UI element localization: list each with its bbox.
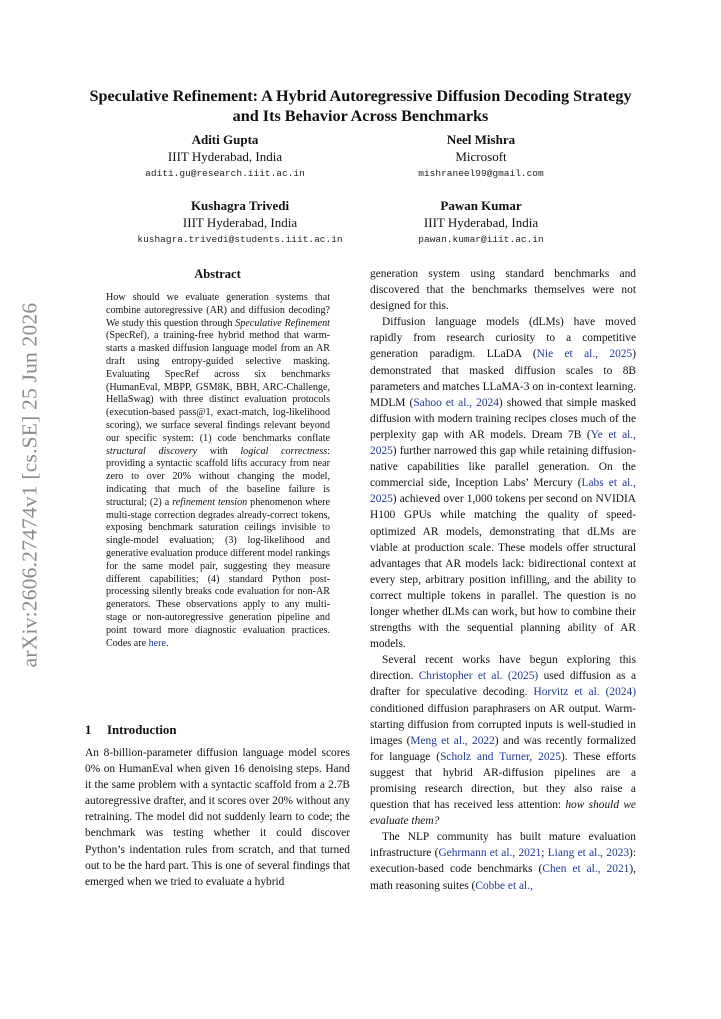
paragraph-text: ) achieved over 1,000 tokens per second on NVIDIA H100 GPUs while matching the quality of speed-optimized AR models, demonstrating that dLMs are viable at production scale. These models offer structural advantages that AR models lack: bidirectional context at every step, arbitrary position infilling, and the ability to correct multiple tokens in parallel. The question is no longer whether dLMs can work, but how to combine their strengths with the sequential planning ability of AR models. [370, 493, 636, 651]
paragraph-text: used diffusion as a drafter for speculative decoding. [370, 670, 636, 699]
intro-paragraph: An 8-billion-parameter diffusion language model scores 0% on HumanEval when given 16 denoising steps. Hand it the same problem with a syntactic scaffold from a 2.7B autoregressive drafter, and it scores over 20% without any retraining. The model did not suddenly learn to code; the benchmark was testing whether it could discover Python’s indentation rules from scratch, and that turned out to be the hard part. This is one of several findings that emerged when we tried to evaluate a hybrid [85, 747, 350, 888]
paragraph-emphasis: how should we evaluate them? [370, 799, 636, 828]
abstract-body [106, 292, 330, 650]
author-email[interactable]: aditi.gu@research.iiit.ac.in [145, 168, 305, 179]
citation-link[interactable]: Ye et al., 2025 [370, 428, 636, 458]
paper-title: Speculative Refinement: A Hybrid Autoregressive Diffusion Decoding Strategy and Its Behavior Across Benchmarks [89, 87, 632, 125]
section-title: Introduction [107, 723, 177, 737]
citation-link[interactable]: Christopher et al. (2025) [418, 670, 539, 683]
paragraph-text: ), math reasoning suites ( [370, 863, 636, 892]
author-name: Aditi Gupta [191, 132, 259, 147]
paragraph-continued: generation system using standard benchmarks and discovered that the benchmarks themselves were not designed for this. [370, 268, 636, 313]
paragraph-evaluation [370, 829, 636, 893]
abstract-text: : providing a syntactic scaffold lifts accuracy from near zero to over 20% without changing the model, indicating that much of the baseline failure is structural; (2) a [106, 445, 330, 508]
abstract-emphasis: refinement tension [172, 496, 248, 508]
abstract-text: (SpecRef), a training-free hybrid method that warm-starts a masked diffusion language model from an AR draft using entropy-guided selective masking. Evaluating SpecRef across six benchmarks (HumanEval, MBPP, GSM8K, BBH, ARC-Challenge, HellaSwag) with three distinct evaluation protocols (execution-based pass@1, exact-match, log-likelihood scoring), we surface several findings relevant beyond our specific system: (1) code benchmarks conflate [106, 330, 330, 444]
author-affiliation: IIIT Hyderabad, India [423, 215, 539, 230]
code-link[interactable]: here [148, 637, 166, 649]
author-block [331, 131, 631, 183]
abstract-text: . [165, 637, 169, 649]
citation-link[interactable]: Scholz and Turner, 2025 [440, 750, 561, 763]
author-email[interactable]: pawan.kumar@iiit.ac.in [418, 234, 544, 245]
author-email[interactable]: mishraneel99@gmail.com [418, 168, 544, 179]
author-block [331, 197, 631, 249]
author-block [75, 131, 375, 183]
paragraph-text: ) further narrowed this gap while retaining diffusion-native capabilities like parallel generation. On the commercial side, Inception Labs’ Mercury ( [370, 445, 636, 490]
citation-link[interactable]: Labs et al., 2025 [370, 477, 636, 506]
paragraph-text: ). These efforts suggest that hybrid AR-diffusion pipelines are a promising research direction, but they also raise a question that has received less attention: [370, 750, 636, 812]
citation-link[interactable]: Horvitz et al. (2024) [533, 686, 636, 699]
paragraph-text: ) showed that simple masked diffusion with modern training recipes closes much of the perplexity gap with AR models. Dream 7B ( [370, 396, 637, 441]
citation-link[interactable]: Nie et al., 2025 [536, 348, 633, 361]
abstract-heading: Abstract [194, 267, 241, 281]
citation-link[interactable]: Meng et al., 2022 [410, 734, 495, 747]
paragraph-text: conditioned diffusion paraphrasers on AR output. Warm-starting diffusion from corrupted inputs is well-studied in images ( [370, 702, 636, 747]
right-column [370, 266, 636, 894]
paragraph-text: Diffusion language models (dLMs) have moved rapidly from research curiosity to a competitive generation paradigm. LLaDA ( [370, 316, 636, 361]
paragraph-dlm [370, 314, 636, 652]
paragraph-related [370, 652, 636, 829]
arxiv-identifier-text: arXiv:2606.27474v1 [cs.SE] 25 Jun 2026 [17, 302, 42, 668]
author-affiliation: IIIT Hyderabad, India [182, 215, 298, 230]
abstract-text: with [197, 445, 241, 457]
author-affiliation: IIIT Hyderabad, India [167, 149, 283, 164]
abstract-emphasis: logical correctness [240, 445, 328, 457]
author-name: Neel Mishra [446, 132, 516, 147]
abstract-emphasis: Speculative Refinement [235, 317, 330, 329]
paragraph-text: ) demonstrated that masked diffusion scales to 8B parameters and matches LLaMA-3 on in-context learning. MDLM ( [370, 348, 636, 409]
introduction-left-column [85, 745, 350, 890]
author-affiliation: Microsoft [455, 149, 507, 164]
arxiv-identifier-sidebar [8, 285, 52, 685]
abstract-emphasis: structural discovery [106, 445, 198, 457]
author-name: Pawan Kumar [440, 198, 522, 213]
citation-link[interactable]: Cobbe et al., [475, 879, 533, 892]
author-email[interactable]: kushagra.trivedi@students.iiit.ac.in [137, 234, 343, 245]
paragraph-text: The NLP community has built mature evaluation infrastructure ( [370, 831, 636, 860]
paragraph-text: ) and was recently formalized for language ( [370, 734, 636, 763]
citation-link[interactable]: Sahoo et al., 2024 [413, 396, 499, 409]
paragraph-text: Several recent works have begun exploring this direction. [370, 654, 636, 683]
citation-link[interactable]: Chen et al., 2021 [542, 863, 630, 876]
section-number: 1 [85, 723, 92, 737]
citation-link[interactable]: Gehrmann et al., 2021 [438, 847, 542, 860]
abstract-text: phenomenon where multi-stage correction degrades already-correct tokens, exposing benchmark saturation ceilings invisible to single-model evaluation; (3) log-likelihood and generative evaluation produce different model rankings for the same model pair, suggesting they measure different capabilities; (4) standard Python post-processing silently breaks code evaluation for non-AR generators. These observations apply to any multi-stage or non-autoregressive generation pipeline and point toward more diagnostic evaluation practices. Codes are [106, 496, 330, 649]
paragraph-text: ; [541, 847, 548, 860]
author-name: Kushagra Trivedi [190, 198, 290, 213]
abstract-text: How should we evaluate generation systems that combine autoregressive (AR) and diffusion decoding? We study this question through [106, 292, 330, 329]
section-heading-introduction [85, 723, 176, 738]
citation-link[interactable]: Liang et al., 2023 [547, 847, 630, 860]
paragraph-text: ): execution-based code benchmarks ( [370, 847, 637, 876]
